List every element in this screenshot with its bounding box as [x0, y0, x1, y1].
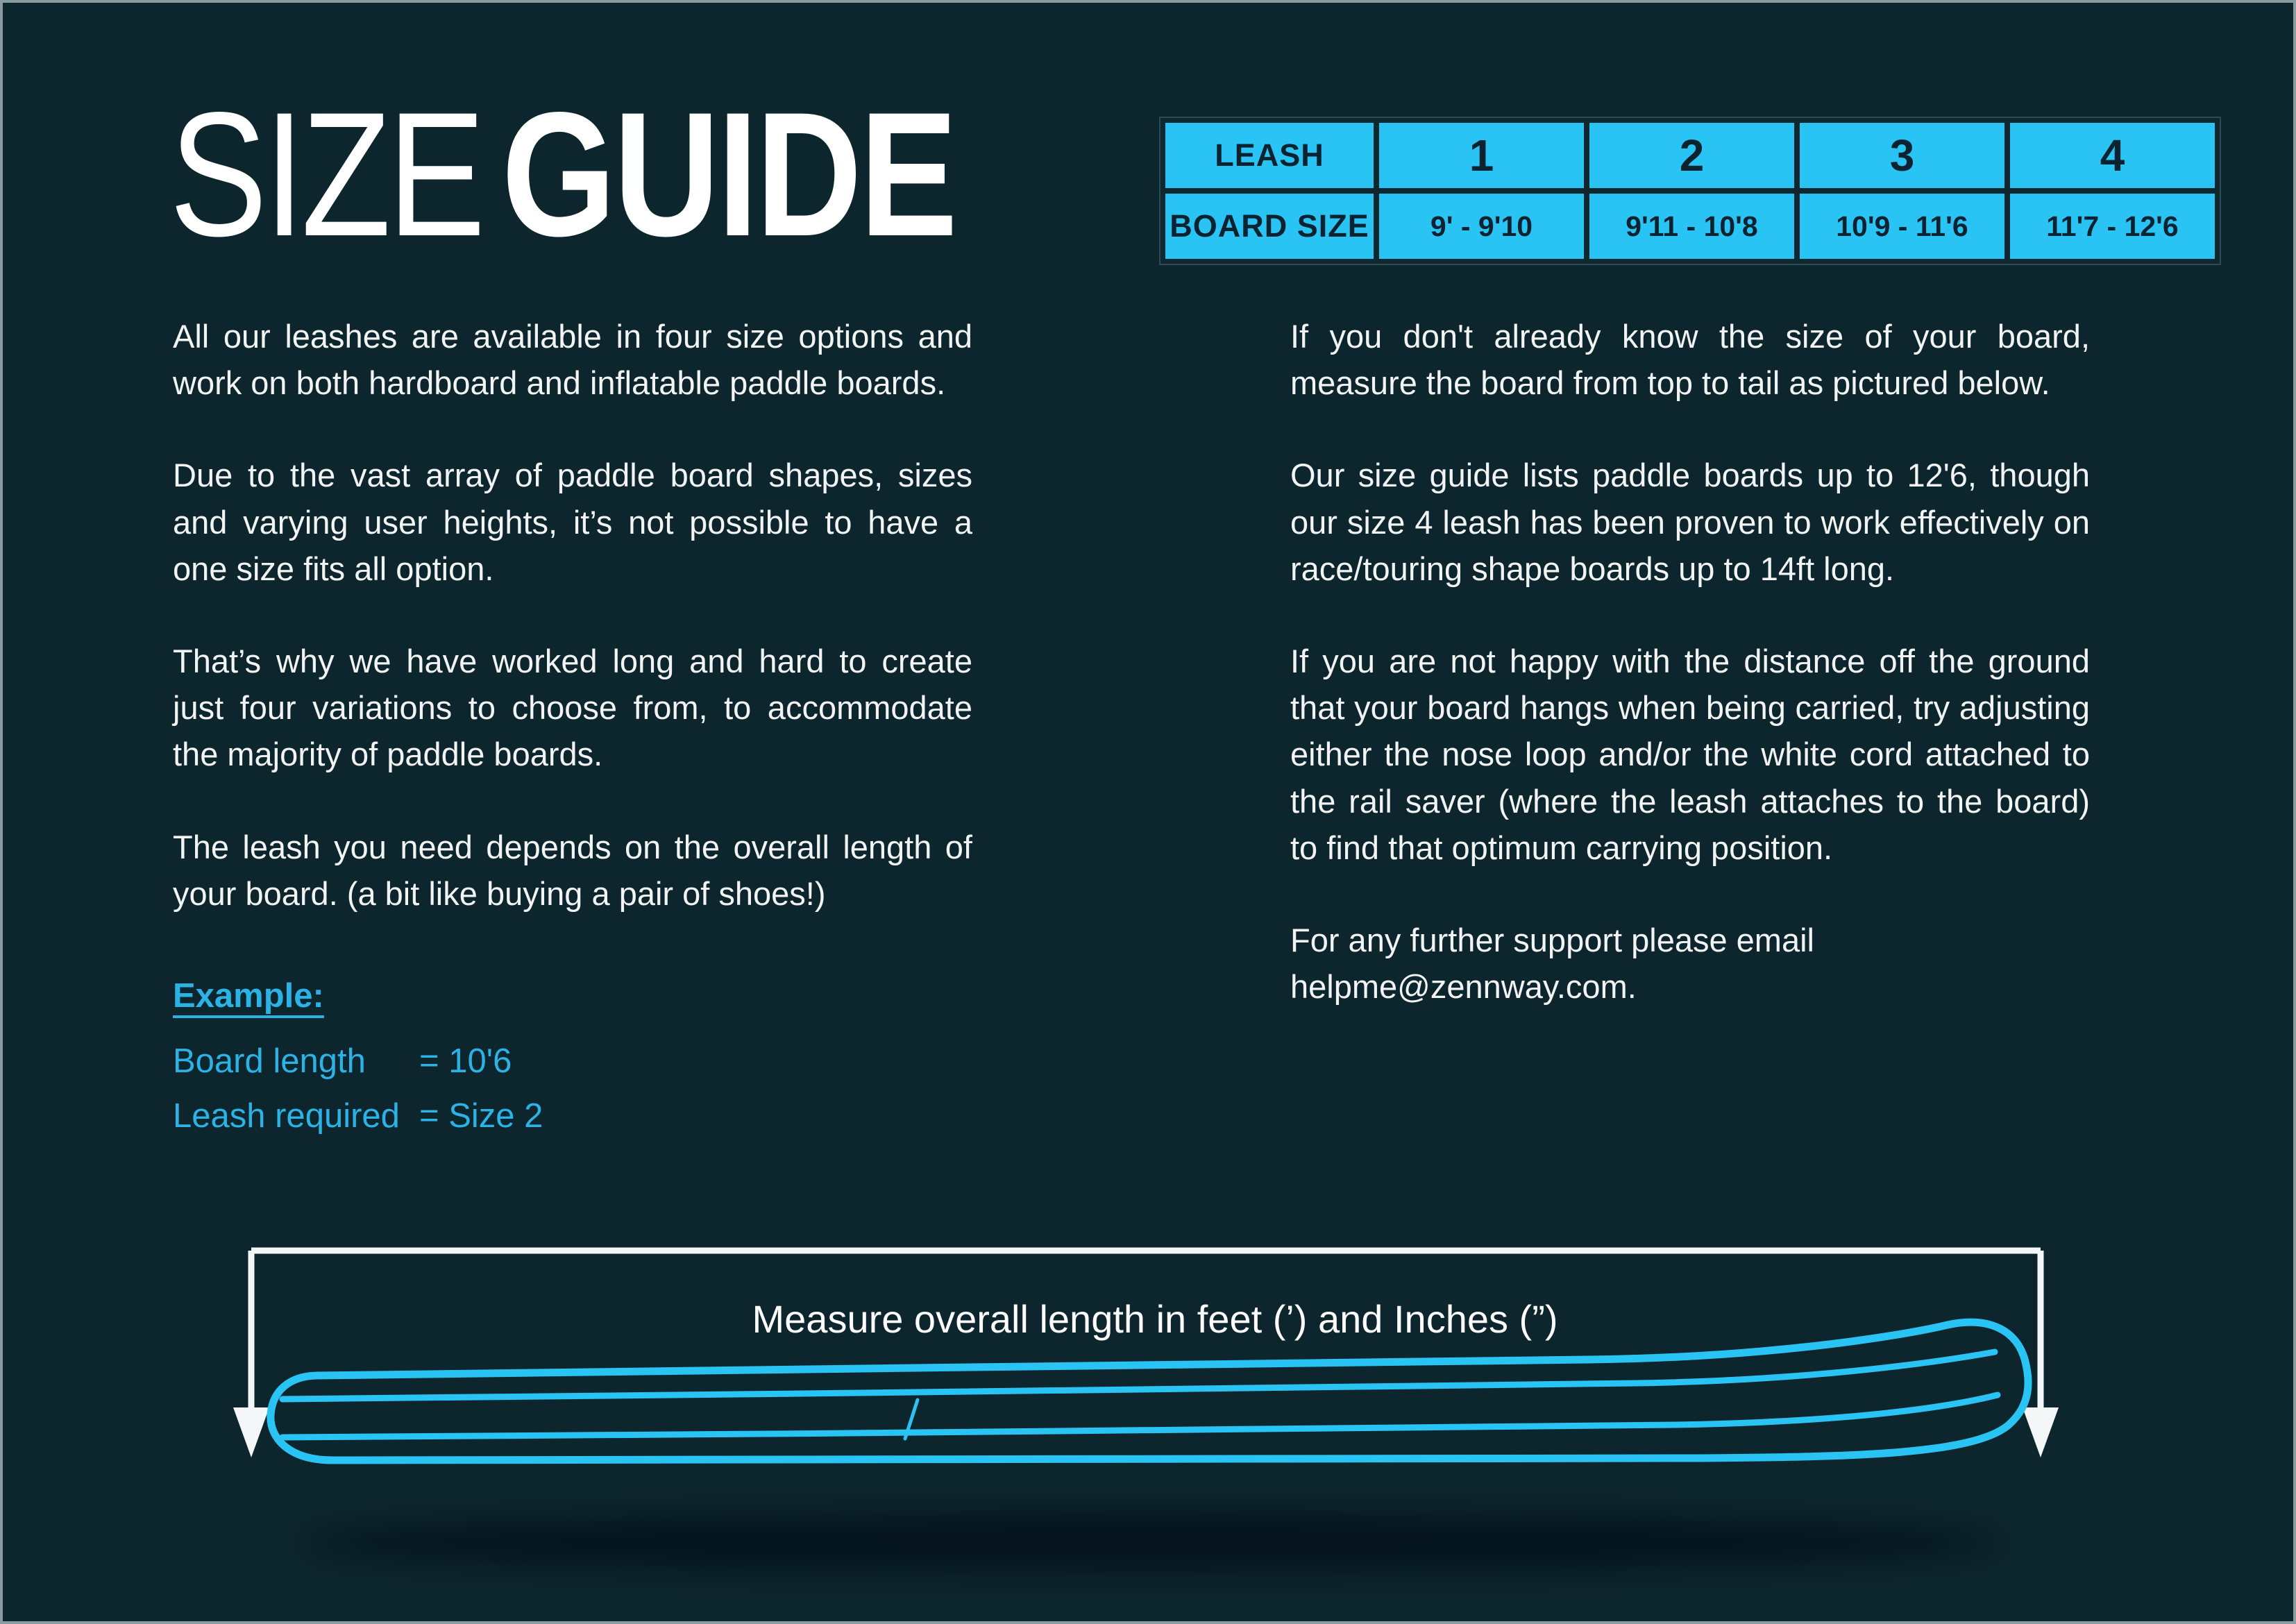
- paragraph: Due to the vast array of paddle board shapes, sizes and varying user heights, it’s not possible to have a one size fits all option.: [173, 457, 972, 587]
- page-title-guide: GUIDE: [501, 76, 956, 273]
- paragraph: All our leashes are available in four size options and work on both hardboard and inflatable paddle boards.: [173, 318, 972, 402]
- paragraph: If you are not happy with the distance off the ground that your board hangs when being carried, try adjusting either the nose loop and/or the white cord attached to the rail saver (where the leash attaches to the board) to find that optimum carrying position.: [1290, 643, 2090, 866]
- example-value: = Size 2: [419, 1097, 543, 1135]
- paragraph: The leash you need depends on the overall length of your board. (a bit like buying a pair of shoes!): [173, 828, 972, 912]
- table-board-size-4: 11'7 - 12'6: [2010, 194, 2215, 259]
- example-block: [173, 971, 972, 1142]
- table-header-board-size: BOARD SIZE: [1165, 194, 1374, 259]
- leash-size-table: [1160, 118, 2220, 264]
- example-heading: Example:: [173, 977, 324, 1015]
- down-arrow-icon: [2023, 1407, 2059, 1457]
- right-text-column: [1290, 313, 2090, 1056]
- page-title: [169, 76, 956, 273]
- paddle-board-outline: [271, 1322, 2028, 1460]
- table-leash-4: 4: [2010, 123, 2215, 188]
- page-title-size: SIZE: [169, 76, 482, 273]
- leash-size-table-grid: [1165, 123, 2215, 259]
- board-measurement-diagram: [211, 1228, 2099, 1617]
- board-rail-line: [282, 1395, 1998, 1437]
- example-label: Leash required: [173, 1097, 400, 1135]
- left-text-column: [173, 313, 972, 1147]
- table-leash-2: 2: [1589, 123, 1794, 188]
- table-leash-1: 1: [1379, 123, 1584, 188]
- example-label: Board length: [173, 1042, 366, 1080]
- example-row: [173, 1036, 972, 1088]
- paragraph: Our size guide lists paddle boards up to 12'6, though our size 4 leash has been proven to work effectively on race/touring shape boards up to 14ft long.: [1290, 457, 2090, 587]
- example-row: [173, 1091, 972, 1142]
- table-board-size-2: 9'11 - 10'8: [1589, 194, 1794, 259]
- diagram-caption: Measure overall length in feet (’) and Inches (”): [752, 1297, 1558, 1341]
- down-arrow-icon: [233, 1407, 269, 1457]
- paragraph: If you don't already know the size of your board, measure the board from top to tail as pictured below.: [1290, 318, 2090, 402]
- table-board-size-3: 10'9 - 11'6: [1800, 194, 2004, 259]
- paragraph: That’s why we have worked long and hard to create just four variations to choose from, to accommodate the majority of paddle boards.: [173, 643, 972, 773]
- table-header-leash: LEASH: [1165, 123, 1374, 188]
- table-leash-3: 3: [1800, 123, 2004, 188]
- table-board-size-1: 9' - 9'10: [1379, 194, 1584, 259]
- example-value: = 10'6: [419, 1042, 512, 1080]
- support-email-paragraph: For any further support please email helpme@zennway.com.: [1290, 922, 1814, 1006]
